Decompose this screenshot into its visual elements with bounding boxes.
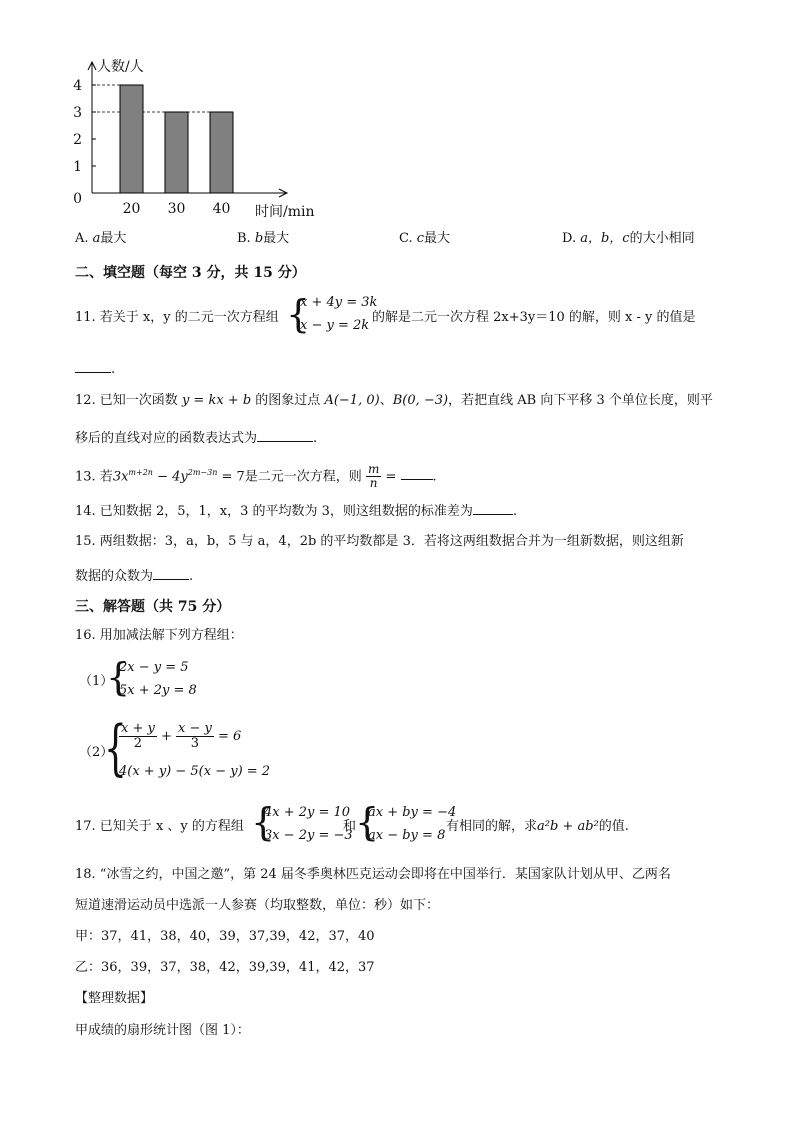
q13-blank[interactable] bbox=[401, 465, 433, 480]
q16-part2-eq1: $\frac{x + y}{2}$ + $\frac{x - y}{3}$ = 6 bbox=[121, 721, 242, 751]
q15-line1: 15. 两组数据：3，a，b，5 与 a，4，2b 的平均数都是 3．若将这两组数据合并为一组新数据，则这组新 bbox=[75, 534, 684, 549]
x-tick-label: 30 bbox=[167, 201, 186, 217]
q17-brace1: { bbox=[251, 800, 276, 844]
q16-part2-label: （2） bbox=[79, 745, 114, 760]
q14-blank[interactable] bbox=[473, 500, 513, 515]
q16-part1-eq2: 5x + 2y = 8 bbox=[119, 683, 197, 698]
option-d: D. a，b，c的大小相同 bbox=[562, 231, 695, 246]
q11-eq2: x − y = 2k bbox=[300, 318, 370, 333]
q17-s2-eq1: ax + by = −4 bbox=[368, 805, 457, 820]
q18-fig-caption: 甲成绩的扇形统计图（图 1）： bbox=[75, 1023, 250, 1038]
bar bbox=[165, 112, 188, 193]
q17-s1-eq2: 3x − 2y = −3 bbox=[264, 828, 353, 843]
q13-line: 13. 若$3x^{m+2n} - 4y^{2m-3n} = 7$是二元一次方程，则 $\frac{m}{n}$ = . bbox=[75, 462, 437, 491]
q18-yi-data: 乙：36，39，37，38，42，39,39，41，42，37 bbox=[75, 960, 375, 975]
q18-jia-data: 甲：37，41，38，40，39，37,39，42，37，40 bbox=[75, 929, 375, 944]
section-2-title: 二、填空题（每空 3 分，共 15 分） bbox=[75, 265, 306, 281]
y-tick-label: 0 bbox=[73, 191, 82, 207]
q12-line2: 移后的直线对应的函数表达式为 . bbox=[75, 427, 317, 448]
q17-and: 和 bbox=[343, 819, 357, 834]
section-3-title: 三、解答题（共 75 分） bbox=[75, 599, 231, 615]
option-c: C. c最大 bbox=[399, 231, 451, 246]
q16-part2-brace: { bbox=[104, 713, 127, 783]
q17-s2-eq2: ax − by = 8 bbox=[368, 828, 446, 843]
q15-blank[interactable] bbox=[153, 565, 189, 580]
q11-prefix: 11. 若关于 x，y 的二元一次方程组 bbox=[75, 310, 279, 325]
q11-answer-line: . bbox=[75, 358, 115, 379]
option-b: B. b最大 bbox=[237, 231, 290, 246]
x-tick-label: 20 bbox=[122, 201, 141, 217]
y-axis-label: 人数/人 bbox=[97, 59, 144, 75]
q17-brace2: { bbox=[355, 800, 380, 844]
q15-line2: 数据的众数为 . bbox=[75, 565, 193, 586]
bar bbox=[120, 85, 143, 193]
q18-line1: 18. “冰雪之约，中国之邀”，第 24 届冬季奥林匹克运动会即将在中国举行．某国家队计划从甲、乙两名 bbox=[75, 867, 671, 882]
q17-prefix: 17. 已知关于 x 、y 的方程组 bbox=[75, 819, 244, 834]
y-tick-label: 3 bbox=[73, 105, 82, 121]
q11-brace: { bbox=[286, 292, 311, 336]
y-tick-label: 4 bbox=[73, 78, 82, 94]
bar-chart bbox=[55, 0, 395, 225]
y-tick-label: 1 bbox=[73, 159, 82, 175]
q11-suffix: 的解是二元一次方程 2x+3y＝10 的解，则 x - y 的值是 bbox=[372, 310, 696, 325]
q17-s1-eq1: 4x + 2y = 10 bbox=[264, 805, 351, 820]
q12-line1: 12. 已知一次函数 y = kx + b 的图象过点 A(−1, 0)、B(0, −3)，若把直线 AB 向下平移 3 个单位长度，则平 bbox=[75, 393, 713, 408]
option-a: A. a最大 bbox=[75, 231, 127, 246]
x-tick-label: 40 bbox=[212, 201, 231, 217]
q16-part1-label: （1） bbox=[79, 674, 114, 689]
q11-blank[interactable] bbox=[75, 358, 111, 373]
q16-part2-eq2: 4(x + y) − 5(x − y) = 2 bbox=[119, 764, 271, 779]
x-axis-label: 时间/min bbox=[255, 204, 315, 220]
q17-suffix: 有相同的解，求a²b + ab²的值. bbox=[446, 819, 629, 834]
y-tick-label: 2 bbox=[73, 132, 82, 148]
q18-line2: 短道速滑运动员中选派一人参赛（均取整数，单位：秒）如下： bbox=[75, 898, 440, 913]
q14-line: 14. 已知数据 2，5，1，x，3 的平均数为 3，则这组数据的标准差为 . bbox=[75, 500, 517, 521]
q11-eq1: x + 4y = 3k bbox=[300, 295, 378, 310]
q18-organize: 【整理数据】 bbox=[75, 991, 154, 1006]
q16-part1-eq1: 2x − y = 5 bbox=[119, 660, 189, 675]
bar bbox=[210, 112, 233, 193]
q16-title: 16. 用加减法解下列方程组： bbox=[75, 628, 243, 643]
q12-blank[interactable] bbox=[257, 427, 313, 442]
q16-part1-brace: { bbox=[106, 655, 131, 699]
